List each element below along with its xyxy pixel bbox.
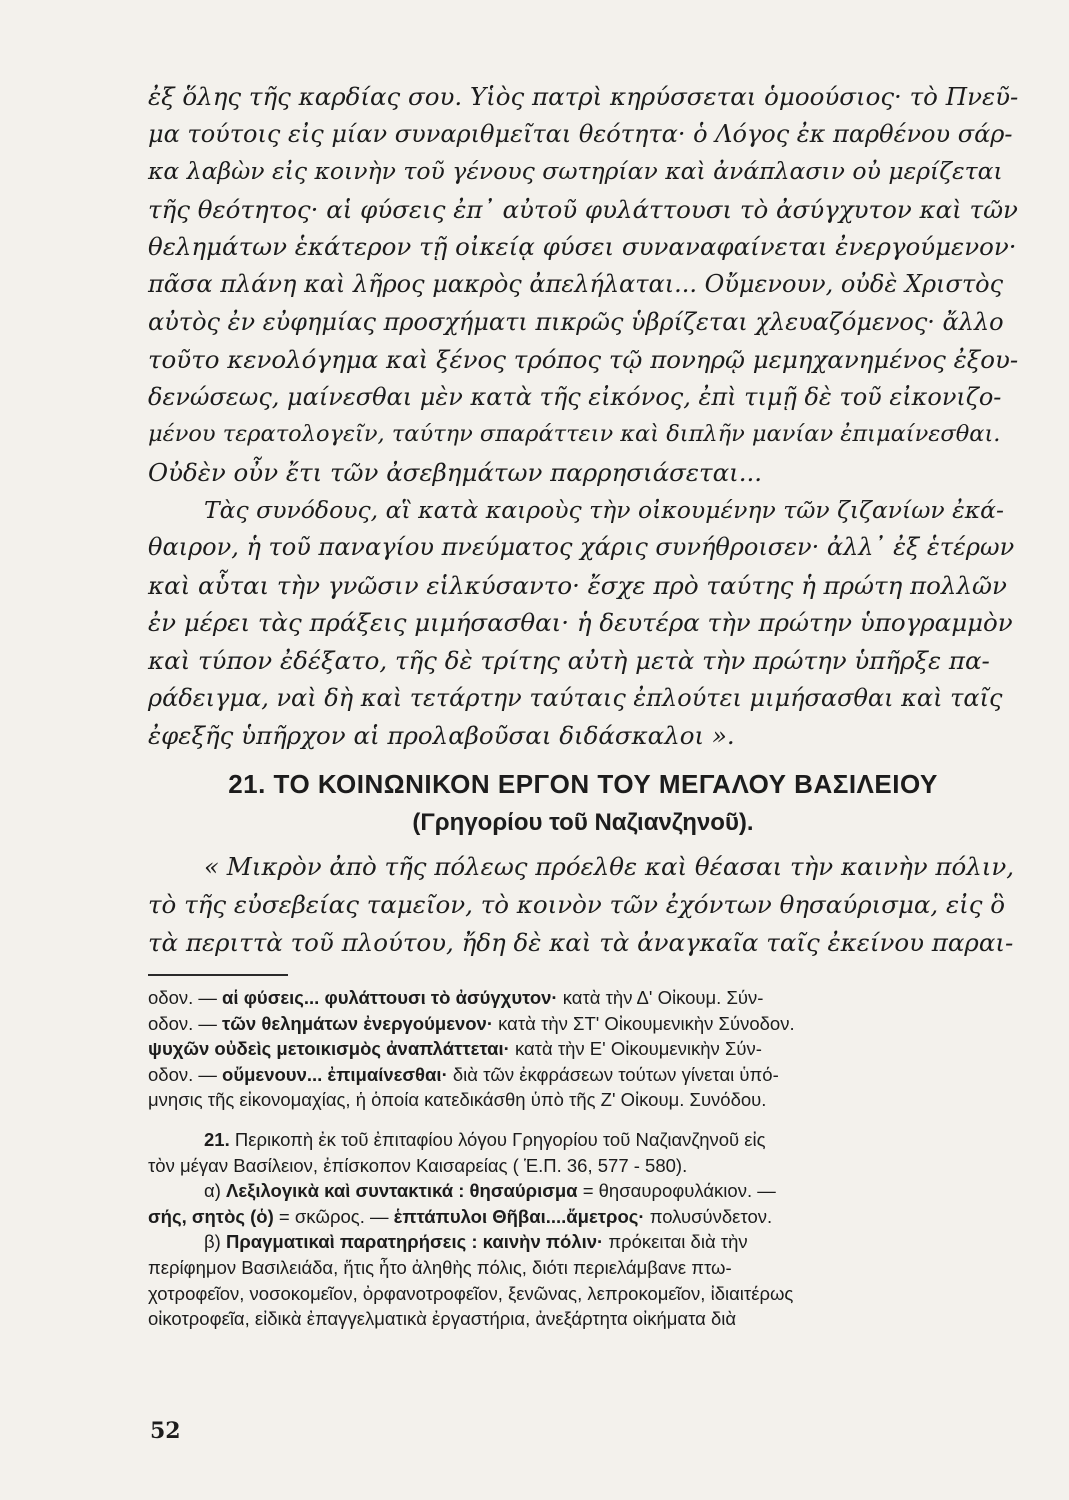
main-text-block — [148, 78, 1018, 755]
text-line: τοῦτο κενολόγημα καὶ ξένος τρόπος τῷ πονηρῷ μεμηχανημένος ἐξου- — [148, 345, 1019, 375]
section-subtitle: (Γρηγορίου τοῦ Ναζιανζηνοῦ). — [412, 809, 754, 836]
notes-block — [148, 985, 1023, 1332]
text-line: τὰ περιττὰ τοῦ πλούτου, ἤδη δὲ καὶ τὰ ἀναγκαῖα ταῖς ἐκείνου παραι- — [148, 928, 1014, 957]
text-line: κα λαβὼν εἰς κοινὴν τοῦ γένους σωτηρίαν καὶ ἀνάπλασιν οὐ μερίζεται — [148, 157, 1003, 186]
note-text: οδον. — — [148, 1063, 223, 1085]
note-text: = θησαυροφυλάκιον. — — [577, 1180, 776, 1202]
quote-text-block — [148, 848, 1018, 962]
text-line: καὶ αὗται τὴν γνῶσιν εἱλκύσαντο· ἔσχε πρὸ ταύτης ἡ πρώτη πολλῶν — [148, 570, 1007, 600]
note-line — [148, 1011, 1023, 1037]
note-line: οἰκοτροφεῖα, εἰδικὰ ἐπαγγελματικὰ ἐργαστήρια, ἀνεξάρτητα οἰκήματα διὰ — [148, 1308, 737, 1330]
text-line: θαιρον, ἡ τοῦ παναγίου πνεύματος χάρις συνήθροισεν· ἀλλ᾽ ἐξ ἑτέρων — [148, 533, 1015, 562]
note-text: οδον. — — [148, 987, 223, 1008]
text-line: ράδειγμα, ναὶ δὴ καὶ τετάρτην ταύταις ἐπλούτει μιμήσασθαι καὶ ταῖς — [148, 683, 1003, 712]
note-text: οδον. — — [148, 1012, 223, 1034]
note-text: κατὰ τὴν Ε' Οἰκουμενικὴν Σύν- — [509, 1038, 762, 1060]
note-line — [148, 985, 1023, 1011]
text-line: θελημάτων ἑκάτερον τῇ οἰκείᾳ φύσει συναναφαίνεται ἐνεργούμενον· — [148, 232, 1017, 262]
text-line: « Μικρὸν ἀπὸ τῆς πόλεως πρόελθε καὶ θέασαι τὴν καινὴν πόλιν, — [204, 852, 1015, 881]
note-text: πολυσύνδετον. — [644, 1205, 773, 1227]
text-line: ἐφεξῆς ὑπῆρχον αἱ προλαβοῦσαι διδάσκαλοι ». — [148, 721, 735, 751]
note-text: Περικοπὴ ἐκ τοῦ ἐπιταφίου λόγου Γρηγορίου τοῦ Ναζιανζηνοῦ εἰς — [229, 1128, 766, 1150]
text-line: μα τούτοις εἰς μίαν συναριθμεῖται θεότητα· ὁ Λόγος ἐκ παρθένου σάρ- — [148, 119, 1013, 148]
note-line: περίφημον Βασιλειάδα, ἥτις ἦτο ἀληθὴς πόλις, διότι περιελάμβανε πτω- — [148, 1256, 732, 1278]
note-line: μνησις τῆς εἰκονομαχίας, ἡ ὁποία κατεδικάσθη ὑπὸ τῆς Ζ' Οἰκουμ. Συνόδου. — [148, 1089, 767, 1111]
text-line: πᾶσα πλάνη καὶ λῆρος μακρὸς ἀπελήλαται... Οὔμενουν, οὐδὲ Χριστὸς — [148, 269, 1004, 298]
text-line: αὐτὸς ἐν εὐφημίας προσχήματι πικρῶς ὑβρίζεται χλευαζόμενος· ἄλλο — [148, 307, 1004, 336]
note-gap — [148, 1113, 1023, 1127]
note-line: χοτροφεῖον, νοσοκομεῖον, ὀρφανοτροφεῖον, ξενῶνας, λεπροκομεῖον, ἰδιαιτέρως — [148, 1282, 794, 1304]
text-line: Τὰς συνόδους, αἳ κατὰ καιροὺς τὴν οἰκουμένην τῶν ζιζανίων ἐκά- — [204, 495, 1004, 524]
note-number: 21. — [204, 1128, 230, 1150]
note-line — [148, 1204, 1023, 1230]
section-title: 21. ΤΟ ΚΟΙΝΩΝΙΚΟΝ ΕΡΓΟΝ ΤΟΥ ΜΕΓΑΛΟΥ ΒΑΣΙΛΕΙΟΥ — [228, 769, 938, 799]
text-line: δενώσεως, μαίνεσθαι μὲν κατὰ τῆς εἰκόνος, ἐπὶ τιμῇ δὲ τοῦ εἰκονιζο- — [148, 382, 1002, 411]
note-term: οὔμενουν... ἐπιμαίνεσθαι· — [222, 1063, 448, 1085]
section-heading — [148, 764, 1018, 842]
note-line — [148, 1062, 1023, 1088]
text-line: μένου τερατολογεῖν, ταύτην σπαράττειν καὶ διπλῆν μανίαν ἐπιμαίνεσθαι. — [148, 421, 1001, 448]
note-term: αἱ φύσεις... φυλάττουσι τὸ ἀσύγχυτον· — [222, 987, 558, 1008]
note-term: ἑπτάπυλοι Θῆβαι....ἄμετρος· — [393, 1205, 645, 1227]
note-line: τὸν μέγαν Βασίλειον, ἐπίσκοπον Καισαρείας ( Ἑ.Π. 36, 577 - 580). — [148, 1154, 688, 1176]
text-line: τῆς θεότητος· αἱ φύσεις ἐπ᾽ αὐτοῦ φυλάττουσι τὸ ἀσύγχυτον καὶ τῶν — [148, 194, 1018, 224]
text-line: ἐν μέρει τὰς πράξεις μιμήσασθαι· ἡ δευτέρα τὴν πρώτην ὑπογραμμὸν — [148, 608, 1013, 638]
note-text: α) — [204, 1180, 226, 1202]
note-term: Λεξιλογικὰ καὶ συντακτικά : θησαύρισμα — [226, 1180, 578, 1202]
text-line: Οὐδὲν οὖν ἔτι τῶν ἀσεβημάτων παρρησιάσεται... — [148, 457, 763, 487]
note-line — [148, 1229, 1023, 1255]
note-text: = σκῶρος. — — [273, 1205, 394, 1227]
note-term: Πραγματικαὶ παρατηρήσεις : καινὴν πόλιν· — [225, 1231, 604, 1253]
text-line: τὸ τῆς εὐσεβείας ταμεῖον, τὸ κοινὸν τῶν ἐχόντων θησαύρισμα, εἰς ὃ — [148, 890, 1005, 919]
note-text: κατὰ τὴν Δ' Οἰκουμ. Σύν- — [557, 987, 764, 1008]
note-line — [148, 1036, 1023, 1062]
note-line — [148, 1178, 1023, 1204]
note-line — [148, 1127, 1023, 1153]
text-line: ἐξ ὅλης τῆς καρδίας σου. Υἱὸς πατρὶ κηρύσσεται ὁμοούσιος· τὸ Πνεῦ- — [148, 82, 1019, 111]
note-term: τῶν θελημάτων ἐνεργούμενον· — [222, 1012, 494, 1034]
note-term: ψυχῶν οὐδεὶς μετοικισμὸς ἀναπλάττεται· — [148, 1038, 510, 1060]
note-text: κατὰ τὴν ΣΤ' Οἰκουμενικὴν Σύνοδον. — [493, 1012, 795, 1034]
note-text: πρόκειται διὰ τὴν — [603, 1231, 748, 1253]
note-text: διὰ τῶν ἐκφράσεων τούτων γίνεται ὑπό- — [447, 1063, 779, 1085]
page-number: 52 — [150, 1418, 181, 1444]
text-line: καὶ τύπον ἐδέξατο, τῆς δὲ τρίτης αὐτὴ μετὰ τὴν πρώτην ὑπῆρξε πα- — [148, 645, 990, 675]
note-term: σής, σητὸς (ὁ) — [148, 1205, 274, 1227]
footnote-rule — [148, 974, 288, 976]
note-text: β) — [204, 1231, 226, 1253]
